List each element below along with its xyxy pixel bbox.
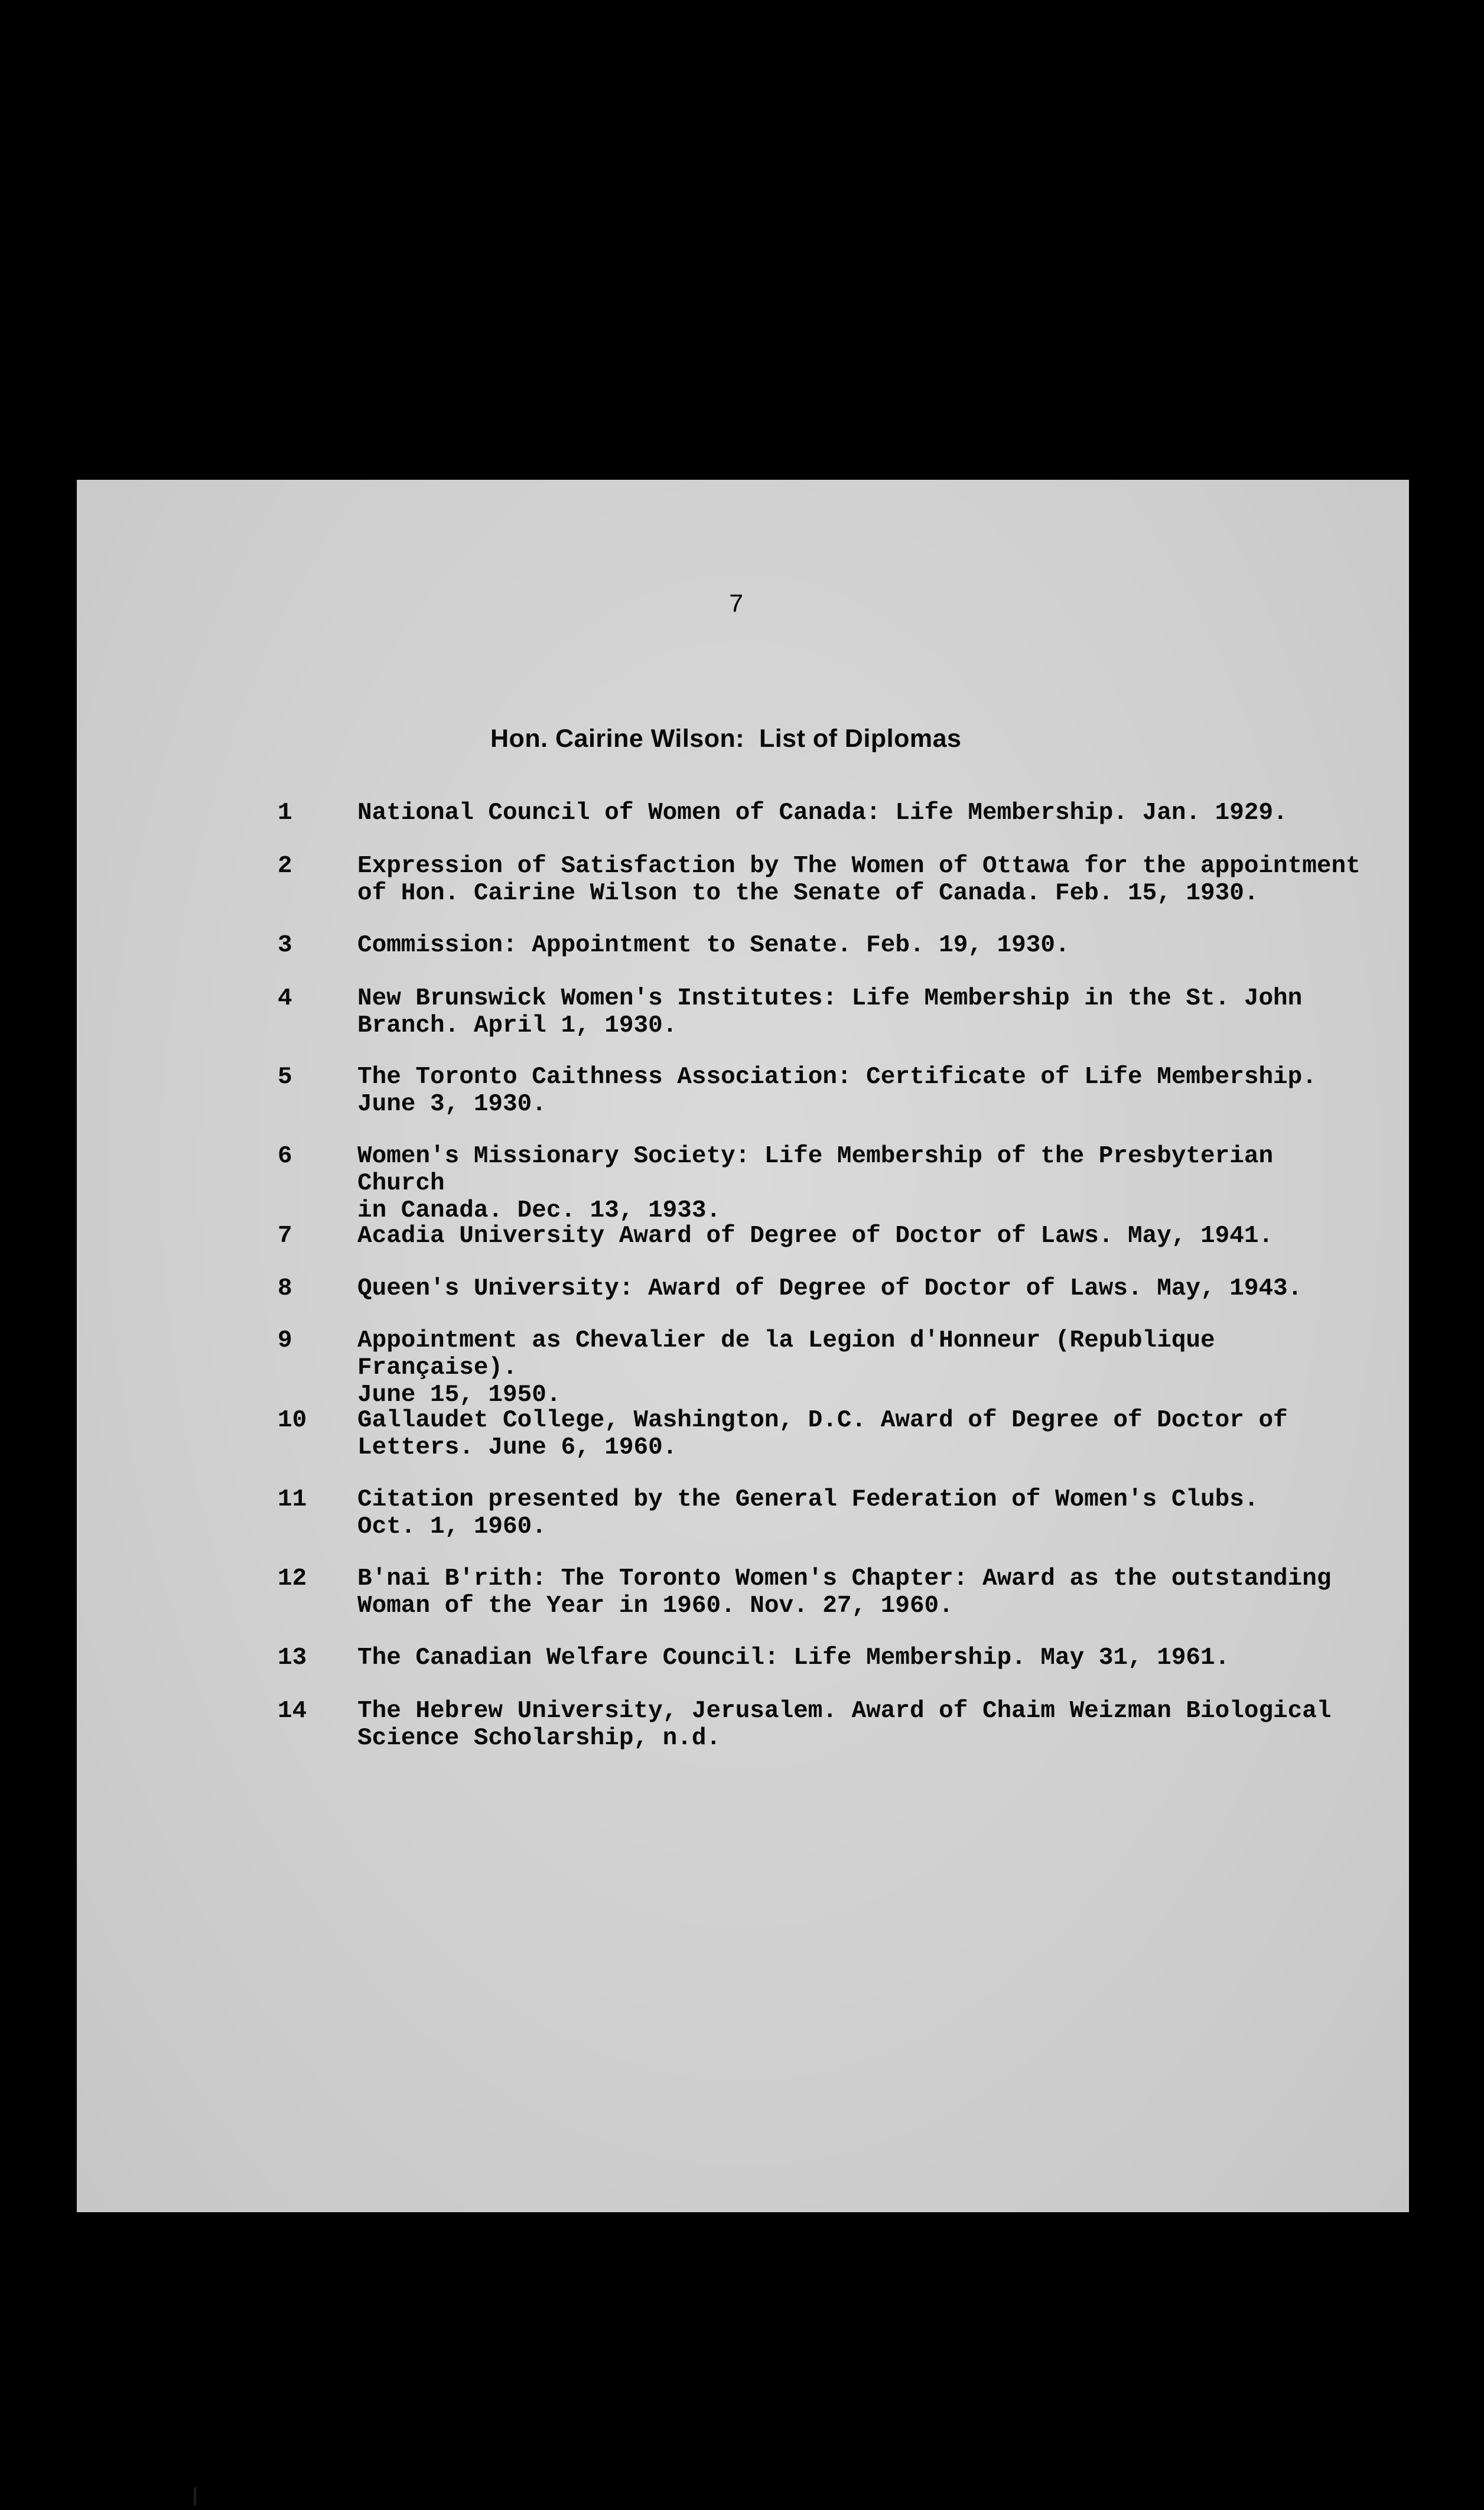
- entry-number: 13: [278, 1644, 307, 1672]
- entry-text: National Council of Women of Canada: Life Membership. Jan. 1929.: [357, 799, 1288, 827]
- entry-text: The Canadian Welfare Council: Life Membership. May 31, 1961.: [357, 1644, 1230, 1672]
- page-title: Hon. Cairine Wilson: List of Diplomas: [490, 724, 962, 753]
- page-number: 7: [728, 590, 744, 620]
- entry-number: 5: [278, 1064, 292, 1091]
- entry-text: B'nai B'rith: The Toronto Women's Chapter: Award as the outstanding Woman of the Year in 1960. Nov. 27, 1960.: [357, 1565, 1332, 1620]
- entry-text: New Brunswick Women's Institutes: Life Membership in the St. John Branch. April 1, 1930.: [357, 985, 1303, 1039]
- entry-text: Expression of Satisfaction by The Women of Ottawa for the appointment of Hon. Cairine Wilson to the Senate of Canada. Feb. 15, 1930.: [357, 853, 1361, 907]
- entry-number: 10: [278, 1407, 307, 1434]
- entry-text: Commission: Appointment to Senate. Feb. 19, 1930.: [357, 932, 1070, 959]
- entry-text: The Toronto Caithness Association: Certificate of Life Membership. June 3, 1930.: [357, 1064, 1317, 1118]
- entry-number: 14: [278, 1698, 307, 1725]
- entry-number: 2: [278, 853, 292, 880]
- entry-number: 12: [278, 1565, 307, 1592]
- entry-number: 8: [278, 1275, 292, 1302]
- scan-edge-mark: [194, 2488, 196, 2505]
- diploma-list: [77, 480, 1409, 2212]
- entry-number: 3: [278, 932, 292, 959]
- entry-text: Gallaudet College, Washington, D.C. Award of Degree of Doctor of Letters. June 6, 1960.: [357, 1407, 1288, 1461]
- entry-number: 11: [278, 1486, 307, 1513]
- entry-text: Women's Missionary Society: Life Membership of the Presbyterian Church in Canada. Dec. 13, 1933.: [357, 1143, 1274, 1224]
- entry-number: 7: [278, 1223, 292, 1250]
- entry-number: 4: [278, 985, 292, 1012]
- document-page: [77, 480, 1409, 2212]
- entry-text: Acadia University Award of Degree of Doctor of Laws. May, 1941.: [357, 1223, 1274, 1250]
- entry-number: 1: [278, 799, 292, 827]
- entry-number: 9: [278, 1327, 292, 1354]
- entry-text: Queen's University: Award of Degree of Doctor of Laws. May, 1943.: [357, 1275, 1303, 1302]
- entry-text: The Hebrew University, Jerusalem. Award of Chaim Weizman Biological Science Scholarship, n.d.: [357, 1698, 1332, 1752]
- entry-text: Appointment as Chevalier de la Legion d'Honneur (Republique Française). June 15, 1950.: [357, 1327, 1215, 1409]
- entry-text: Citation presented by the General Federation of Women's Clubs. Oct. 1, 1960.: [357, 1486, 1259, 1540]
- entry-number: 6: [278, 1143, 292, 1170]
